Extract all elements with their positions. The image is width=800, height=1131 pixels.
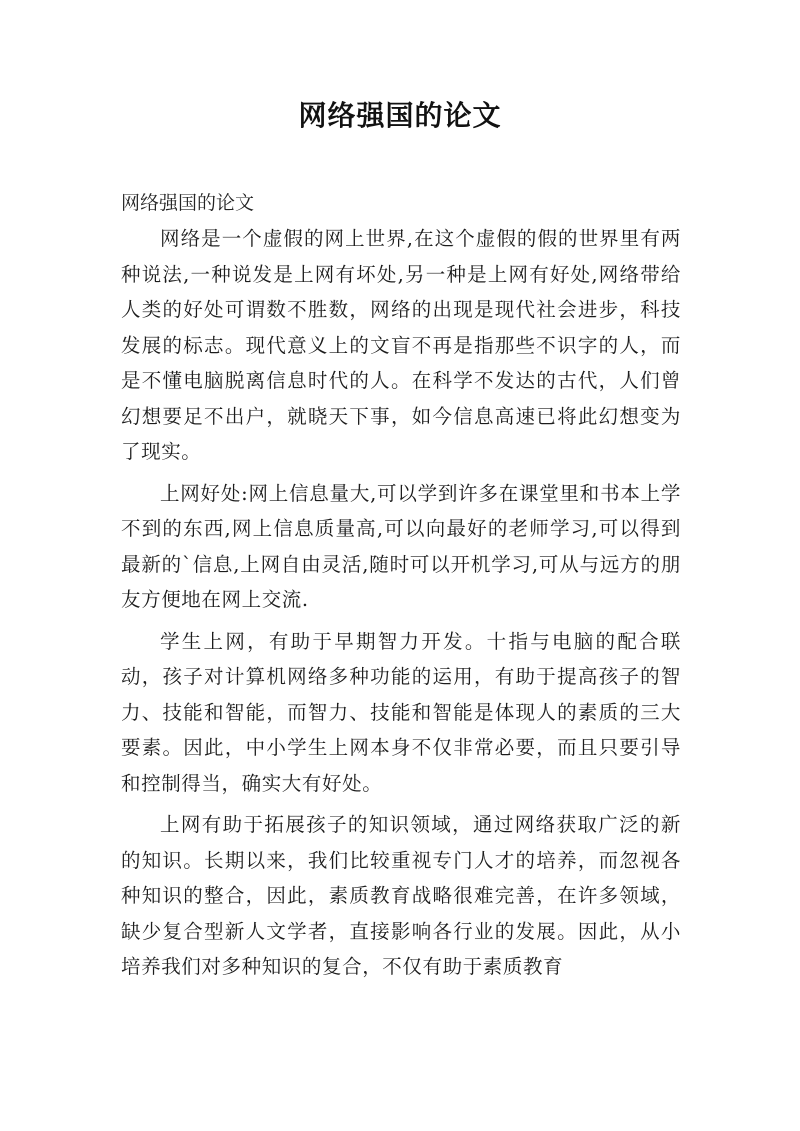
document-subtitle: 网络强国的论文 (121, 192, 255, 214)
paragraph-2: 上网好处:网上信息量大,可以学到许多在课堂里和书本上学不到的东西,网上信息质量高,可以向最好的老师学习,可以得到最新的`信息,上网自由灵活,随时可以开机学习,可从与远方的朋友方便地在网上交流. (121, 481, 681, 611)
paragraph-3: 学生上网，有助于早期智力开发。十指与电脑的配合联动，孩子对计算机网络多种功能的运用，有助于提高孩子的智力、技能和智能，而智力、技能和智能是体现人的素质的三大要素。因此，中小学生上网本身不仅非常必要，而且只要引导和控制得当，确实大有好处。 (121, 629, 681, 795)
paragraph-4: 上网有助于拓展孩子的知识领域，通过网络获取广泛的新的知识。长期以来，我们比较重视专门人才的培养，而忽视各种知识的整合，因此，素质教育战略很难完善，在许多领域，缺少复合型新人文学者，直接影响各行业的发展。因此，从小培养我们对多种知识的复合，不仅有助于素质教育 (121, 813, 681, 978)
paragraph-1: 网络是一个虚假的网上世界,在这个虚假的假的世界里有两种说法,一种说发是上网有坏处,另一种是上网有好处,网络带给人类的好处可谓数不胜数，网络的出现是现代社会进步，科技发展的标志。现代意义上的文盲不再是指那些不识字的人，而是不懂电脑脱离信息时代的人。在科学不发达的古代，人们曾幻想要足不出户，就晓天下事，如今信息高速已将此幻想变为了现实。 (121, 227, 681, 463)
document-title: 网络强国的论文 (298, 99, 502, 132)
document-body (121, 186, 681, 991)
